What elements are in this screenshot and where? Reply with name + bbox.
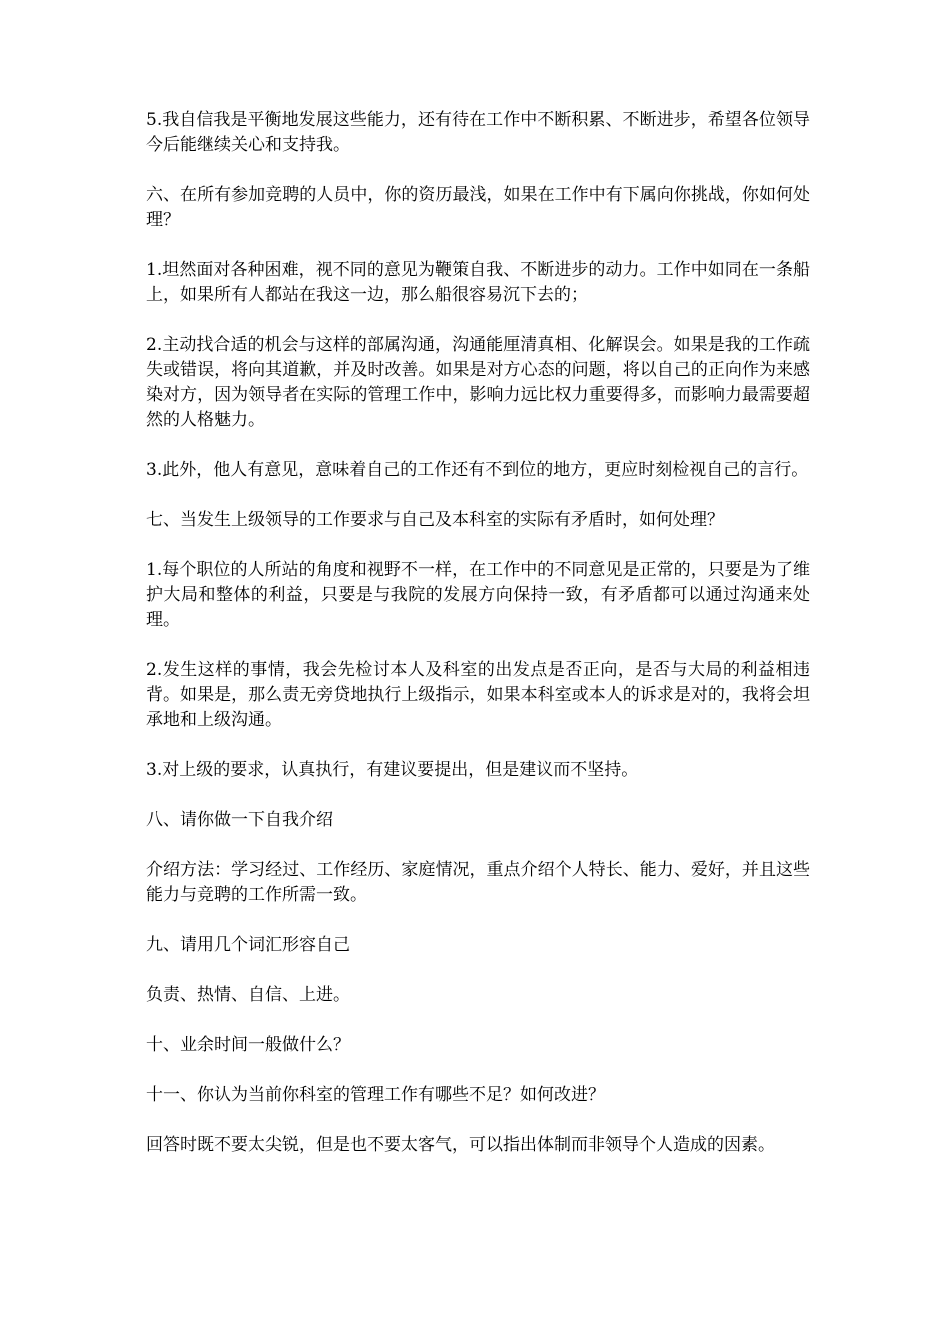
question-6-heading: 六、在所有参加竞聘的人员中，你的资历最浅，如果在工作中有下属向你挑战，你如何处理？	[146, 185, 810, 230]
answer-6-point-1: 1.坦然面对各种困难，视不同的意见为鞭策自我、不断进步的动力。工作中如同在一条船上，如果所有人都站在我这一边，那么船很容易沉下去的；	[146, 260, 810, 305]
question-8-heading: 八、请你做一下自我介绍	[146, 810, 333, 830]
document-page	[146, 108, 810, 1183]
answer-11: 回答时既不要太尖锐，但是也不要太客气，可以指出体制而非领导个人造成的因素。	[146, 1135, 775, 1155]
answer-8: 介绍方法：学习经过、工作经历、家庭情况，重点介绍个人特长、能力、爱好，并且这些能力与竞聘的工作所需一致。	[146, 860, 810, 905]
answer-7-point-3: 3.对上级的要求，认真执行，有建议要提出，但是建议而不坚持。	[146, 760, 639, 780]
answer-6-point-2: 2.主动找合适的机会与这样的部属沟通，沟通能厘清真相、化解误会。如果是我的工作疏失或错误，将向其道歉，并及时改善。如果是对方心态的问题，将以自己的正向作为来感染对方，因为领导者在实际的管理工作中，影响力远比权力重要得多，而影响力最需要超然的人格魅力。	[146, 335, 810, 430]
answer-6-point-3: 3.此外，他人有意见，意味着自己的工作还有不到位的地方，更应时刻检视自己的言行。	[146, 460, 809, 480]
answer-9: 负责、热情、自信、上进。	[146, 985, 350, 1005]
question-7-heading: 七、当发生上级领导的工作要求与自己及本科室的实际有矛盾时，如何处理？	[146, 510, 724, 530]
question-10-heading: 十、业余时间一般做什么？	[146, 1035, 350, 1055]
question-11-heading: 十一、你认为当前你科室的管理工作有哪些不足？如何改进？	[146, 1085, 605, 1105]
answer-7-point-1: 1.每个职位的人所站的角度和视野不一样，在工作中的不同意见是正常的，只要是为了维护大局和整体的利益，只要是与我院的发展方向保持一致，有矛盾都可以通过沟通来处理。	[146, 560, 810, 630]
paragraph-5-self-confidence: 5.我自信我是平衡地发展这些能力，还有待在工作中不断积累、不断进步，希望各位领导今后能继续关心和支持我。	[146, 110, 810, 155]
answer-7-point-2: 2.发生这样的事情，我会先检讨本人及科室的出发点是否正向，是否与大局的利益相违背。如果是，那么责无旁贷地执行上级指示，如果本科室或本人的诉求是对的，我将会坦承地和上级沟通。	[146, 660, 810, 730]
question-9-heading: 九、请用几个词汇形容自己	[146, 935, 350, 955]
